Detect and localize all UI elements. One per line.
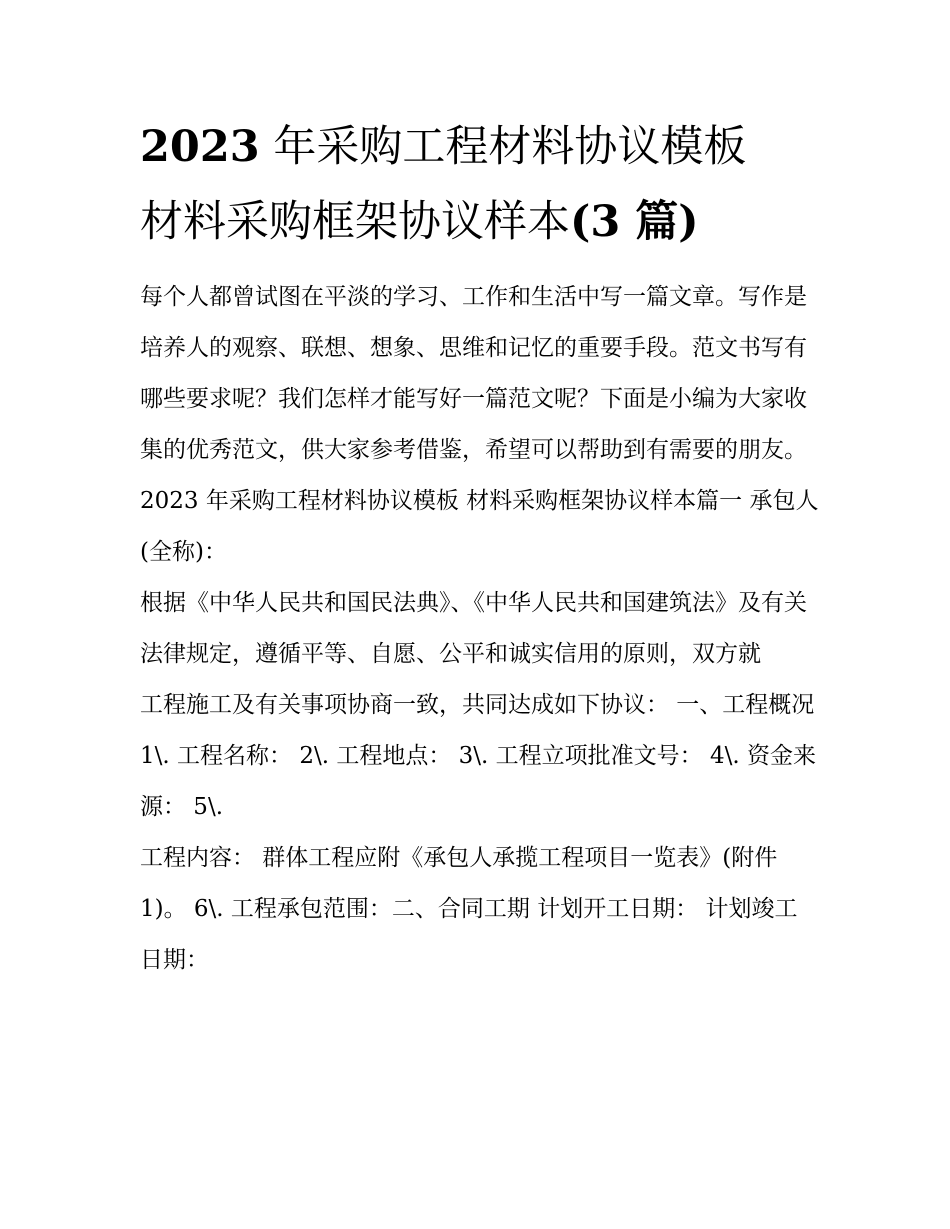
intro-paragraph: 每个人都曾试图在平淡的学习、工作和生活中写一篇文章。写作是培养人的观察、联想、想象、思维和记忆的重要手段。范文书写有哪些要求呢？我们怎样才能写好一篇范文呢？下面是小编为大家收集的优秀范文，供大家参考借鉴，希望可以帮助到有需要的朋友。 [140, 284, 807, 463]
section-heading-paragraph: 2023 年采购工程材料协议模板 材料采购框架协议样本篇一 承包人(全称)： [140, 488, 819, 565]
legal-basis-paragraph: 根据《中华人民共和国民法典》、《中华人民共和国建筑法》及有关法律规定，遵循平等、自愿、公平和诚实信用的原则，双方就 [140, 590, 807, 667]
title-year: 2023 [140, 122, 260, 172]
document-title [140, 110, 820, 260]
title-line1-text: 年采购工程材料协议模板 [259, 122, 747, 172]
project-content-paragraph: 工程内容： 群体工程应附《承包人承揽工程项目一览表》(附件 1)。 6\. 工程承包范围：二、合同工期 计划开工日期： 计划竣工日期： [140, 845, 798, 973]
title-count: (3 篇) [570, 197, 699, 247]
document-page [140, 110, 820, 986]
title-line2-text: 材料采购框架协议样本 [140, 197, 570, 247]
project-overview-paragraph: 工程施工及有关事项协商一致，共同达成如下协议： 一、工程概况 1\. 工程名称： 2\. 工程地点： 3\. 工程立项批准文号： 4\. 资金来源： 5\. [140, 692, 822, 820]
